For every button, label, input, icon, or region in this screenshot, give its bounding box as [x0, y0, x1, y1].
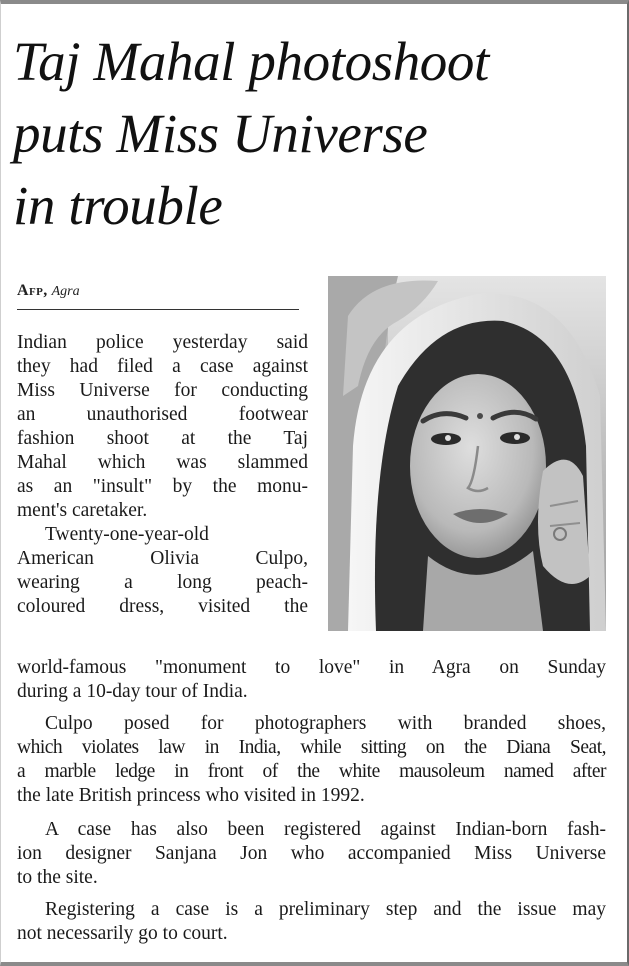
body-line: coloured dress, visited the: [17, 596, 308, 617]
body-line: an unauthorised footwear: [17, 404, 308, 425]
body-line: not necessarily go to court.: [17, 923, 228, 944]
body-line: to the site.: [17, 867, 98, 888]
body-line: Indian police yesterday said: [17, 332, 308, 353]
body-line: wearing a long peach-: [17, 572, 308, 593]
body-line: during a 10-day tour of India.: [17, 681, 248, 702]
headline-line: in trouble: [13, 175, 223, 236]
body-line: Miss Universe for conducting: [17, 380, 308, 401]
byline-agency: Afp,: [17, 282, 48, 299]
body-line: the late British princess who visited in 1992.: [17, 785, 365, 806]
body-line: as an "insult" by the monu-: [17, 476, 308, 497]
headline: [13, 26, 623, 242]
body-line: Twenty-one-year-old: [45, 524, 209, 545]
body-line: a marble ledge in front of the white mausoleum named after: [17, 761, 606, 782]
body-line: world-famous "monument to love" in Agra on Sunday: [17, 657, 606, 678]
body-line: ment's caretaker.: [17, 500, 148, 521]
body-line: American Olivia Culpo,: [17, 548, 308, 569]
body-line: Mahal which was slammed: [17, 452, 308, 473]
byline-place: Agra: [51, 284, 80, 299]
portrait-photo: [328, 276, 606, 631]
byline-divider: [17, 309, 299, 310]
body-line: Culpo posed for photographers with branded shoes,: [45, 713, 606, 734]
body-line: Registering a case is a preliminary step and the issue may: [45, 899, 606, 920]
body-line: which violates law in India, while sitting on the Diana Seat,: [17, 737, 606, 758]
headline-line: Taj Mahal photoshoot: [13, 31, 489, 92]
headline-line: puts Miss Universe: [13, 103, 428, 164]
byline: [17, 282, 80, 300]
body-line: they had filed a case against: [17, 356, 308, 377]
body-line: A case has also been registered against Indian-born fash-: [45, 819, 606, 840]
body-line: fashion shoot at the Taj: [17, 428, 308, 449]
body-line: ion designer Sanjana Jon who accompanied Miss Universe: [17, 843, 606, 864]
